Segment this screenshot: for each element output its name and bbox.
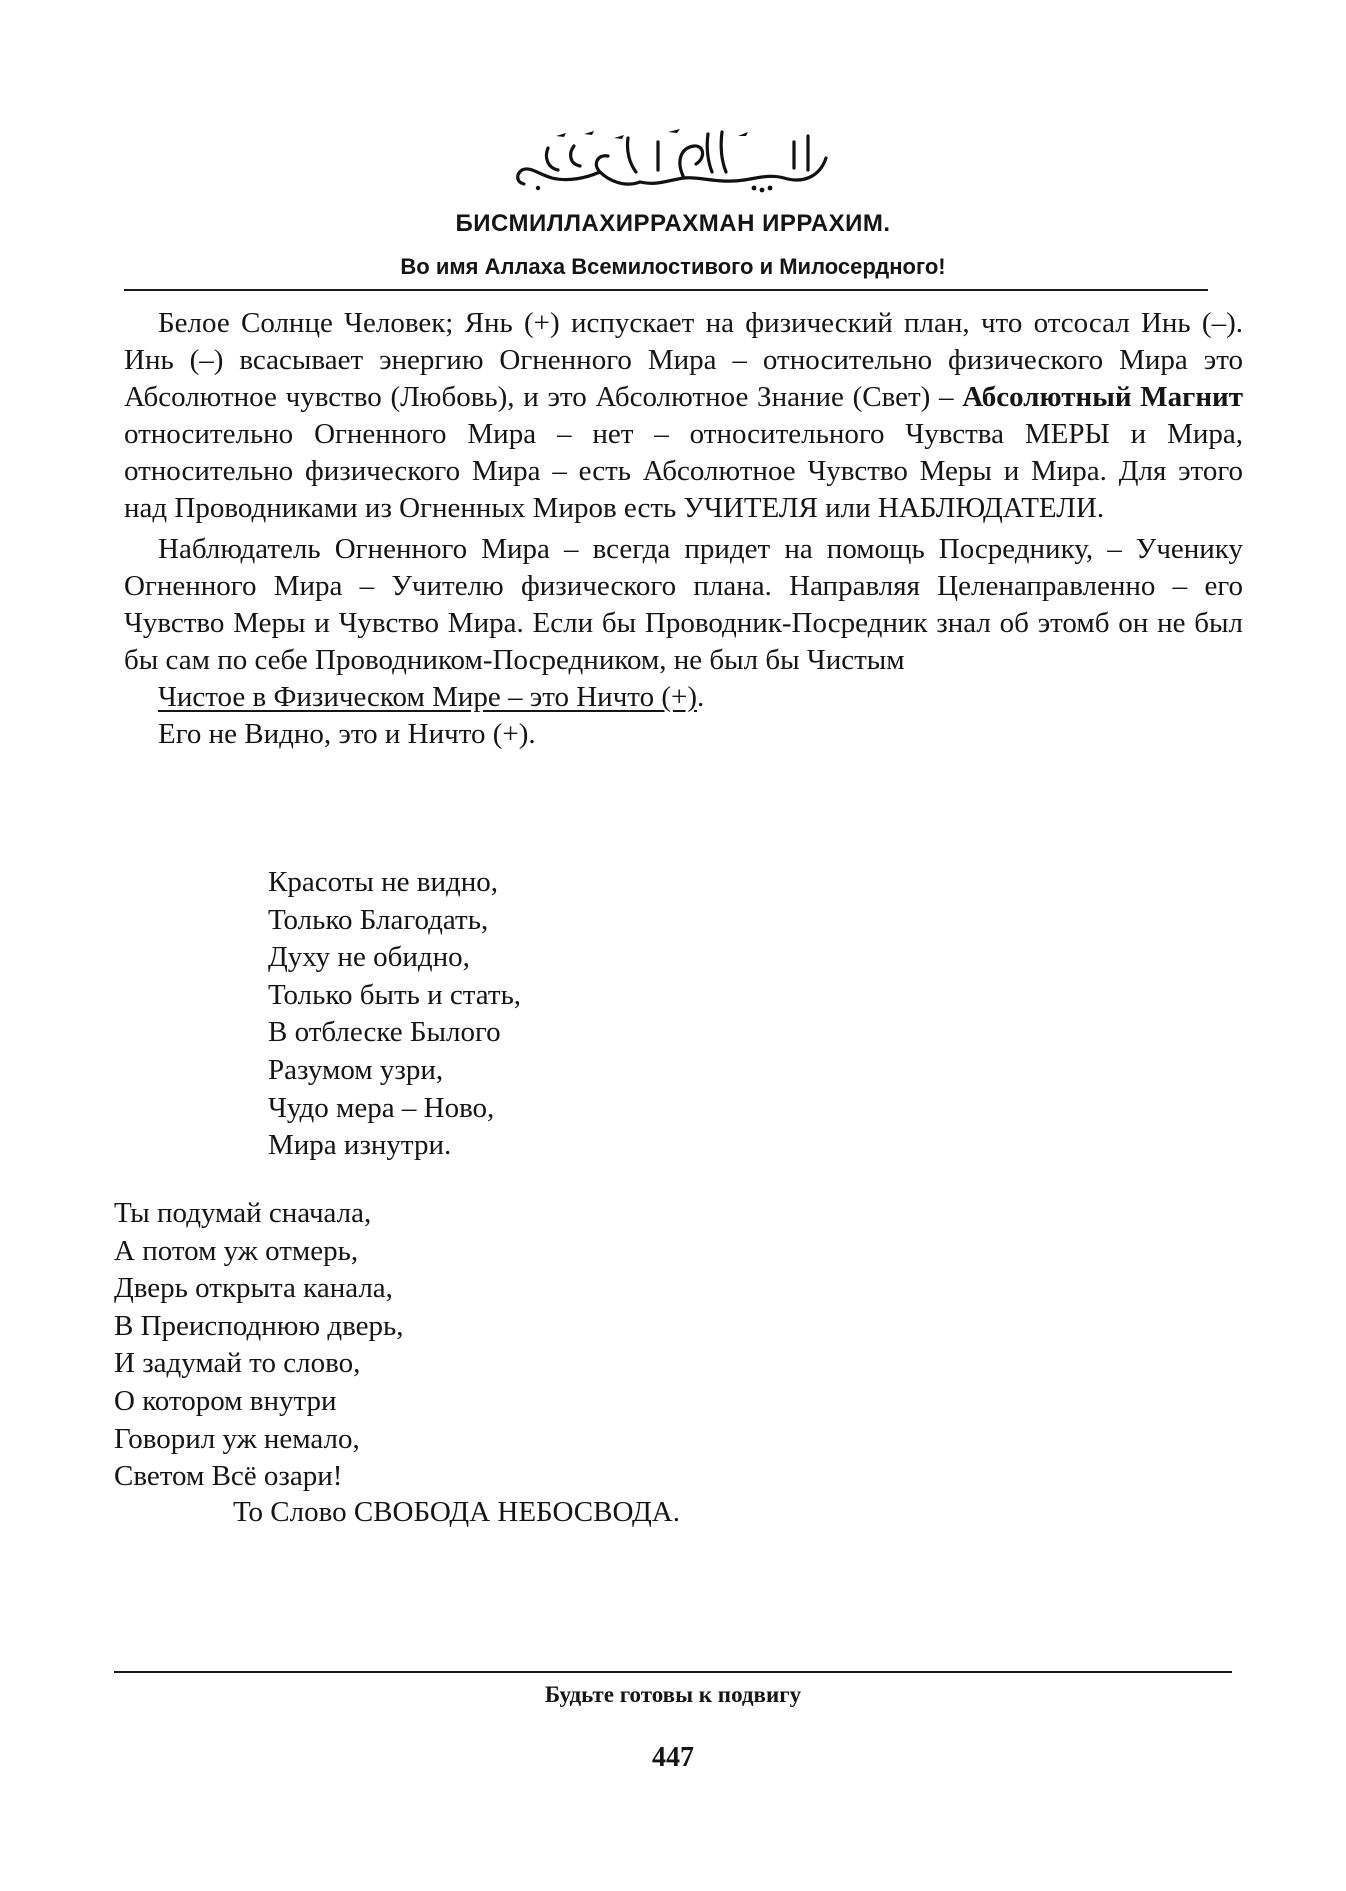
poem-1-line: Духу не обидно, [268, 941, 470, 974]
bold-phrase: Абсолютный Магнит [962, 381, 1243, 413]
bismillah-calligraphy [508, 118, 836, 200]
paragraph-2: Наблюдатель Огненного Мира – всегда придет на помощь Посреднику, – Ученику Огненного Мира – Учителю физического плана. Направляя Целенаправленно – его Чувство Меры и Чувство Мира. Если бы Проводник-Посредник знал об этомб он не был бы сам по себе Проводником-Посредником, не был бы Чистым [124, 533, 1243, 676]
paragraph-1-part-a: Белое Солнце Человек; Янь (+) испускает на физический план, что отсосал Инь (–). Инь (–) всасывает энергию Огненного Мира – относительно физического Мира это Абсолютное чувство (Любовь), и это Абсолютное Знание (Свет) – [124, 307, 1243, 413]
paragraph-4: Его не Видно, это и Ничто (+). [158, 718, 536, 750]
paragraph-3-end: . [697, 681, 705, 713]
paragraph-3 [124, 679, 1243, 716]
paragraph-1-part-b: относительно Огненного Мира – нет – относительного Чувства МЕРЫ и Мира, относительно физического Мира – есть Абсолютное Чувство Меры и Мира. Для этого над Проводниками из Огненных Миров есть УЧИТЕЛЯ или НАБЛЮДАТЕЛИ. [124, 418, 1243, 524]
page-title: БИСМИЛЛАХИРРАХМАН ИРРАХИМ. [455, 210, 891, 237]
poem-2-line: Дверь открыта канала, [114, 1272, 393, 1305]
poem-1-line: Мира изнутри. [268, 1129, 452, 1162]
poem-2-line: Светом Всё озари! [114, 1460, 343, 1493]
poem-1-line: Только быть и стать, [268, 978, 522, 1011]
header-divider [124, 289, 1208, 291]
poem-1-line: Только Благодать, [268, 903, 489, 936]
poem-2-line: И задумай то слово, [114, 1347, 361, 1380]
poem-1-line: Разумом узри, [268, 1053, 444, 1086]
poem-1 [268, 864, 521, 1165]
page-number: 447 [652, 1742, 694, 1773]
poem-2-line: А потом уж отмерь, [114, 1234, 359, 1267]
underlined-phrase: Чистое в Физическом Мире – это Ничто (+) [158, 681, 697, 713]
poem-2 [114, 1195, 403, 1496]
poem-1-line: Чудо мера – Ново, [268, 1091, 495, 1124]
main-text [124, 305, 1243, 753]
paragraph-1 [124, 305, 1243, 527]
running-footer-title: Будьте готовы к подвигу [544, 1682, 802, 1707]
final-line: То Слово СВОБОДА НЕБОСВОДА. [233, 1496, 680, 1528]
poem-2-line: Ты подумай сначала, [114, 1197, 372, 1229]
footer-divider [114, 1671, 1232, 1673]
poem-1-line: В отблеске Былого [268, 1016, 501, 1049]
poem-2-line: В Преисподнюю дверь, [114, 1309, 404, 1342]
poem-2-line: Говорил уж немало, [114, 1422, 360, 1455]
page-subtitle: Во имя Аллаха Всемилостивого и Милосердного! [400, 254, 946, 279]
poem-2-line: О котором внутри [114, 1384, 337, 1417]
poem-1-line: Красоты не видно, [268, 866, 498, 898]
